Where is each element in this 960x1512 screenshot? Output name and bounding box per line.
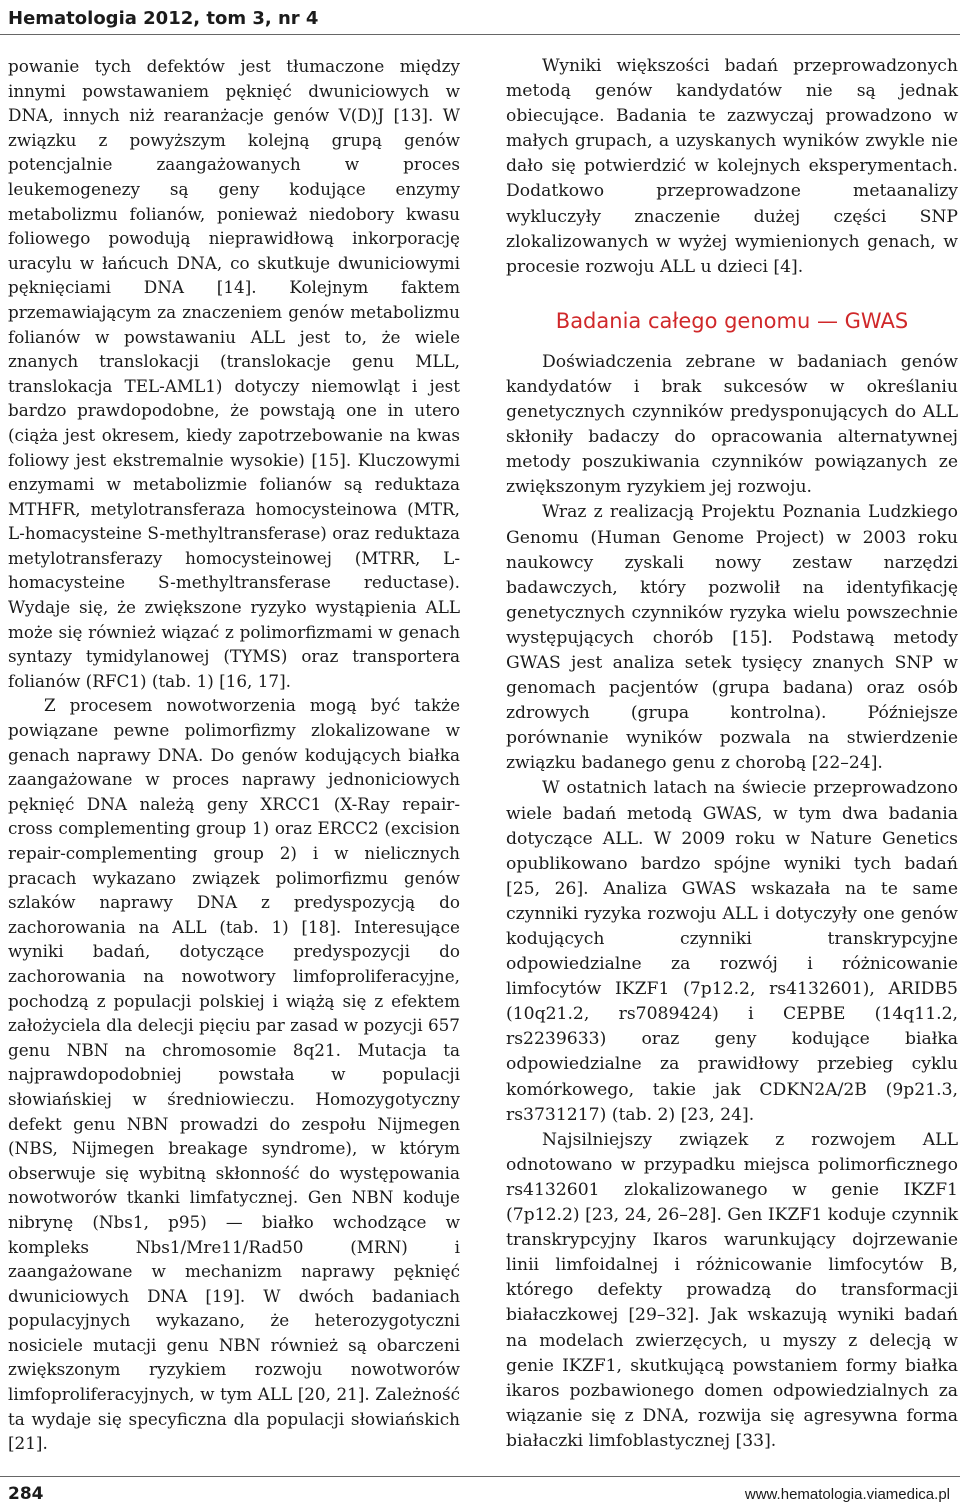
left-column (8, 54, 460, 1456)
body-paragraph: Najsilniejszy związek z rozwojem ALL odnotowano w przypadku miejsca polimorficznego rs4132601 zlokalizowanego w genie IKZF1 (7p12.2) [23, 24, 26–28]. Gen IKZF1 koduje czynnik transkrypcyjny Ikaros warunkujący dojrzewanie linii limfoidalnej i różnicowanie limfocytów B, którego defekty prowadzą do transformacji białaczkowej [29–32]. Jak wskazują wyniki badań na modelach zwierzęcych, u myszy z delecją w genie IKZF1, skutkującą powstaniem formy białka ikaros pozbawionego domen odpowiedzialnych za wiązanie się z DNA, rozwija się agresywna forma białaczki limfoblastycznej [33]. (506, 1129, 958, 1451)
body-paragraph: Wyniki większości badań przeprowadzonych metodą genów kandydatów nie są jednak obiecujące. Badania te zazwyczaj prowadzono w małych grupach, a uzyskanych wyników zwykle nie dało się potwierdzić w kolejnych eksperymentach. Dodatkowo przeprowadzone metaanalizy wykluczyły znaczenie dużej części SNP zlokalizowanych w wyżej wymienionych genach, w procesie rozwoju ALL u dzieci [4]. (506, 56, 958, 277)
header-divider (0, 34, 960, 35)
body-paragraph: Z procesem nowotworzenia mogą być także powiązane pewne polimorfizmy zlokalizowane w genach naprawy DNA. Do genów kodujących białka zaangażowane w proces naprawy jednoniciowych pęknięć DNA należą geny XRCC1 (X-Ray repair-cross complementing group 1) oraz ERCC2 (excision repair-complementing group 2) i w nielicznych pracach wykazano związek polimorfizmu genów szlaków naprawy DNA z predyspozycją do zachorowania na ALL (tab. 1) [18]. Interesujące wyniki badań, dotyczące predyspozycji do zachorowania na nowotwory limfoproliferacyjne, pochodzą z populacji polskiej i wiążą się z efektem założyciela dla delecji pięciu par zasad w pozycji 657 genu NBN na chromosomie 8q21. Mutacja ta najprawdopodobniej powstała w populacji słowiańskiej w średniowieczu. Homozygotyczny defekt genu NBN prowadzi do zespołu Nijmegen (NBS, Nijmegen breakage syndrome), w którym obserwuje się wybitną skłonność do występowania nowotworów tkanki limfatycznej. Gen NBN koduje nibrynę (Nbs1, p95) — białko wchodzące w kompleks Nbs1/Mre11/Rad50 (MRN) i zaangażowane w mechanizm naprawy pęknięć dwuniciowych DNA [19]. W dwóch badaniach populacyjnych wykazano, że heterozygotyczni nosiciele mutacji genu NBN również są obarczeni zwiększonym ryzykiem rozwoju nowotworów limfoproliferacyjnych, w tym ALL [20, 21]. Zależność ta wydaje się specyficzna dla populacji słowiańskich [21]. (8, 695, 460, 1454)
body-paragraph: Doświadczenia zebrane w badaniach genów kandydatów i brak sukcesów w określaniu genetycznych czynników predysponujących do ALL skłoniły badaczy do opracowania alternatywnej metody poszukiwania czynników powiązanych ze zwiększonym ryzykiem jej rozwoju. (506, 351, 958, 498)
right-column (506, 54, 958, 1454)
running-head: Hematologia 2012, tom 3, nr 4 (8, 8, 319, 29)
footer-divider (0, 1476, 960, 1477)
journal-url[interactable]: www.hematologia.viamedica.pl (744, 1486, 950, 1503)
page-number: 284 (8, 1484, 44, 1504)
body-paragraph: powanie tych defektów jest tłumaczone między innymi powstawaniem pęknięć dwuniciowych w DNA, innych niż rearanżacje genów V(D)J [13]. W związku z powyższym kolejną grupą genów potencjalnie zaangażowanych w proces leukemogenezy są geny kodujące enzymy metabolizmu folianów, ponieważ niedobory kwasu foliowego powodują nieprawidłową inkorporację uracylu w łańcuch DNA, co skutkuje dwuniciowymi pęknięciami DNA [14]. Kolejnym faktem przemawiającym za znaczeniem genów metabolizmu folianów w powstawaniu ALL jest to, że wiele znanych translokacji (translokacje genu MLL, translokacja TEL-AML1) dotyczy niemowląt i jest bardzo prawdopodobne, że powstają one in utero (ciąża jest okresem, kiedy zapotrzebowanie na kwas foliowy jest ekstremalnie wysokie) [15]. Kluczowymi enzymami w metabolizmie folianów są reduktaza MTHFR, metylotransferaza homocysteinowa (MTR, L-homacysteine S-methyltransferase) oraz reduktaza metylotransferazy homocysteinowej (MTRR, L-homacysteine S-methyltransferase reductase). Wydaje się, że zwiększone ryzyko wystąpienia ALL może się również wiązać z polimorfizmami w genach syntazy tymidylanowej (TYMS) oraz transportera folianów (RFC1) (tab. 1) [16, 17]. (8, 56, 460, 691)
body-paragraph: W ostatnich latach na świecie przeprowadzono wiele badań metodą GWAS, w tym dwa badania dotyczące ALL. W 2009 roku w Nature Genetics opublikowano bardzo spójne wyniki tych badań [25, 26]. Analiza GWAS wskazała na te same czynniki ryzyka rozwoju ALL i dotyczyły one genów kodujących czynniki transkrypcyjne odpowiedzialne za rozwój i różnicowanie limfocytów IKZF1 (7p12.2, rs4132601), ARIDB5 (10q21.2, rs7089424) i CEPBE (14q11.2, rs2239633) oraz geny kodujące białka odpowiedzialne za prawidłowy przebieg cyklu komórkowego, takie jak CDKN2A/2B (9p21.3, rs3731217) (tab. 2) [23, 24]. (506, 778, 958, 1125)
body-paragraph: Wraz z realizacją Projektu Poznania Ludzkiego Genomu (Human Genome Project) w 2003 roku naukowcy zyskali nowy zestaw narzędzi badawczych, który pozwolił na identyfikację genetycznych czynników ryzyka wielu powszechnie występujących chorób [15]. Podstawą metody GWAS jest analiza setek tysięcy znanych SNP w genomach pacjentów (grupa badana) oraz osób zdrowych (grupa kontrolna). Późniejsze porównanie wyników pozwala na stwierdzenie związku badanego genu z chorobą [22–24]. (506, 502, 958, 774)
section-heading: Badania całego genomu — GWAS (555, 308, 909, 333)
